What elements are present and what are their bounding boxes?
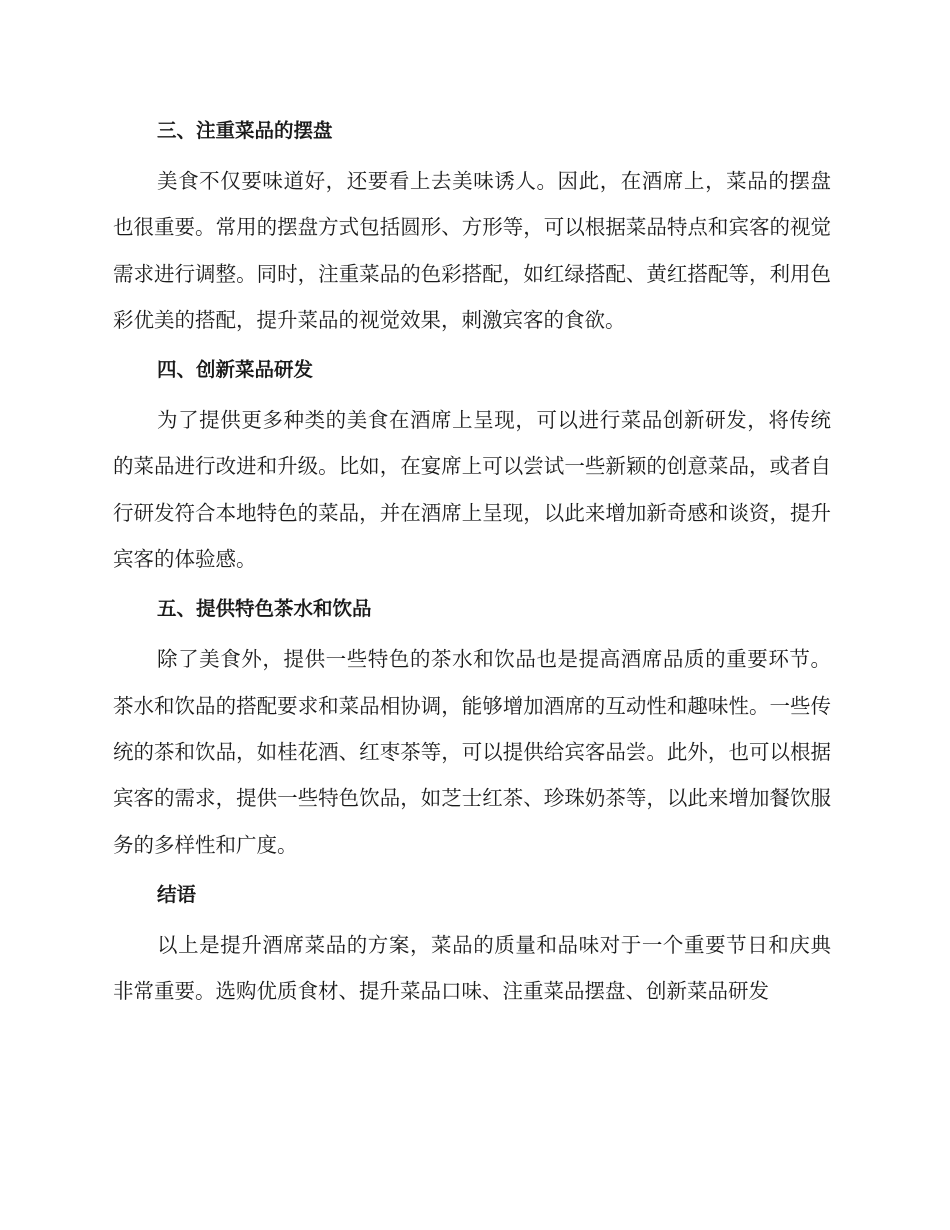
section-heading-beverages: 五、提供特色茶水和饮品 bbox=[157, 597, 372, 621]
section-heading-innovation: 四、创新菜品研发 bbox=[157, 358, 314, 382]
section-paragraph-innovation: 为了提供更多种类的美食在酒席上呈现，可以进行菜品创新研发，将传统的菜品进行改进和升级。比如，在宴席上可以尝试一些新颖的创意菜品，或者自行研发符合本地特色的菜品，并在酒席上呈现，以此来增加新奇感和谈资，提升宾客的体验感。 bbox=[113, 408, 831, 572]
section-paragraph-conclusion: 以上是提升酒席菜品的方案，菜品的质量和品味对于一个重要节日和庆典非常重要。选购优质食材、提升菜品口味、注重菜品摆盘、创新菜品研发 bbox=[113, 932, 831, 1004]
section-heading-conclusion: 结语 bbox=[157, 882, 197, 906]
section-paragraph-plating: 美食不仅要味道好，还要看上去美味诱人。因此，在酒席上，菜品的摆盘也很重要。常用的摆盘方式包括圆形、方形等，可以根据菜品特点和宾客的视觉需求进行调整。同时，注重菜品的色彩搭配，如红绿搭配、黄红搭配等，利用色彩优美的搭配，提升菜品的视觉效果，刺激宾客的食欲。 bbox=[113, 169, 831, 332]
section-heading-plating: 三、注重菜品的摆盘 bbox=[157, 119, 333, 142]
section-paragraph-beverages: 除了美食外，提供一些特色的茶水和饮品也是提高酒席品质的重要环节。茶水和饮品的搭配要求和菜品相协调，能够增加酒席的互动性和趣味性。一些传统的茶和饮品，如桂花酒、红枣茶等，可以提供给宾客品尝。此外，也可以根据宾客的需求，提供一些特色饮品，如芝士红茶、珍珠奶茶等，以此来增加餐饮服务的多样性和广度。 bbox=[113, 647, 831, 857]
document-body bbox=[113, 108, 831, 1018]
